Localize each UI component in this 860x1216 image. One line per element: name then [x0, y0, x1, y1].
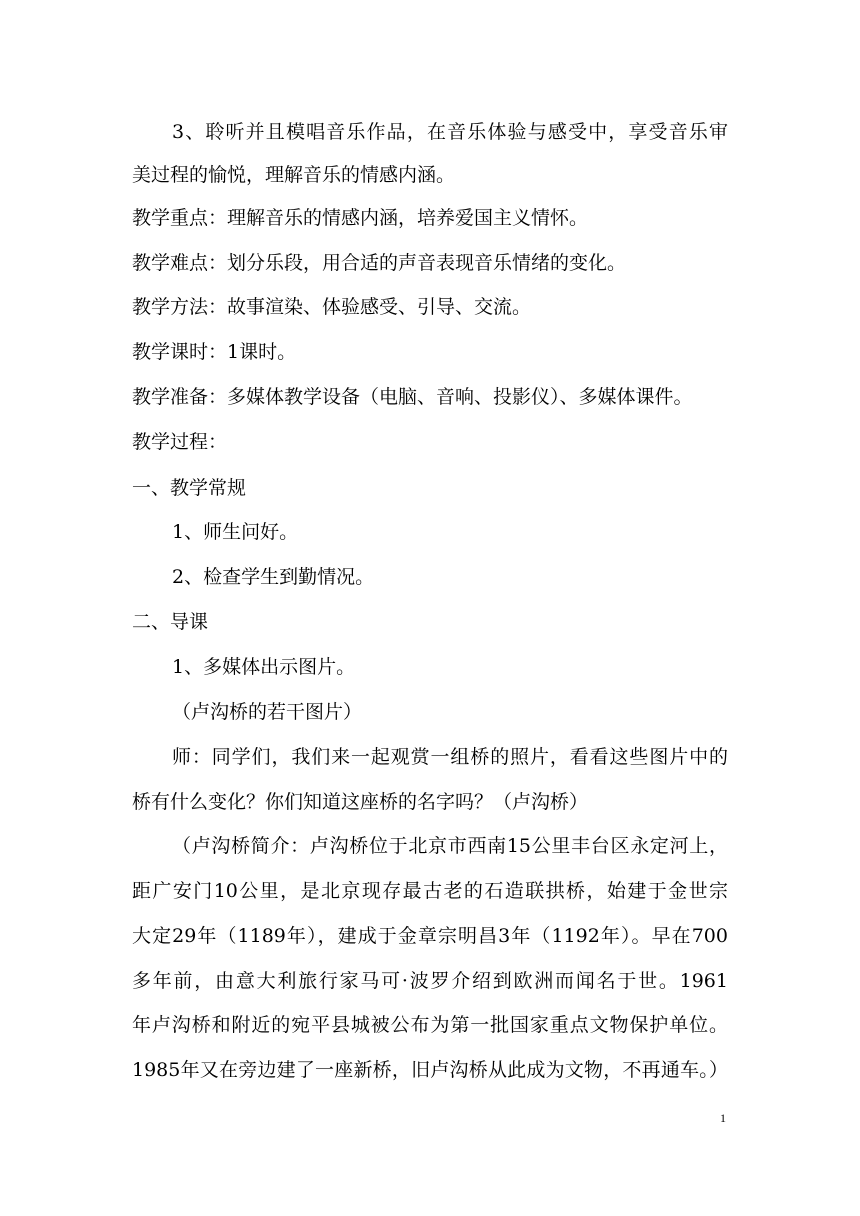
- teacher-question-line-2: 桥有什么变化？你们知道这座桥的名字吗？（卢沟桥）: [132, 791, 589, 813]
- teaching-difficulties: 教学难点：划分乐段，用合适的声音表现音乐情绪的变化。: [132, 252, 627, 274]
- teaching-key-points: 教学重点：理解音乐的情感内涵，培养爱国主义情怀。: [132, 207, 589, 229]
- teaching-process-heading: 教学过程：: [132, 431, 228, 453]
- lugou-bridge-intro-line-3: 大定29年（1189年），建成于金章宗明昌3年（1192年）。早在700: [132, 925, 728, 947]
- section-1-item-1: 1、师生问好。: [172, 521, 299, 543]
- objective-3-line-2: 美过程的愉悦，理解音乐的情感内涵。: [132, 164, 456, 186]
- section-2-item-1: 1、多媒体出示图片。: [172, 656, 356, 678]
- section-1-item-2: 2、检查学生到勤情况。: [172, 566, 375, 588]
- lugou-bridge-intro-line-5: 年卢沟桥和附近的宛平县城被公布为第一批国家重点文物保护单位。: [132, 1014, 728, 1036]
- section-2-heading: 二、导课: [132, 611, 209, 633]
- image-note: （卢沟桥的若干图片）: [172, 701, 363, 723]
- page-number: 1: [720, 1111, 726, 1125]
- lugou-bridge-intro-line-6: 1985年又在旁边建了一座新桥，旧卢沟桥从此成为文物，不再通车。）: [132, 1059, 728, 1081]
- lugou-bridge-intro-line-1: （卢沟桥简介：卢沟桥位于北京市西南15公里丰台区永定河上，: [172, 835, 728, 857]
- teaching-hours: 教学课时：1课时。: [132, 341, 297, 363]
- objective-3-line-1: 3、聆听并且模唱音乐作品，在音乐体验与感受中，享受音乐审: [172, 121, 728, 143]
- lugou-bridge-intro-line-4: 多年前，由意大利旅行家马可·波罗介绍到欧洲而闻名于世。1961: [132, 970, 728, 992]
- teaching-methods: 教学方法：故事渲染、体验感受、引导、交流。: [132, 296, 532, 318]
- teacher-question-line-1: 师：同学们，我们来一起观赏一组桥的照片，看看这些图片中的: [172, 746, 728, 768]
- lugou-bridge-intro-line-2: 距广安门10公里，是北京现存最古老的石造联拱桥，始建于金世宗: [132, 880, 728, 902]
- section-1-heading: 一、教学常规: [132, 477, 247, 499]
- teaching-preparation: 教学准备：多媒体教学设备（电脑、音响、投影仪）、多媒体课件。: [132, 386, 693, 408]
